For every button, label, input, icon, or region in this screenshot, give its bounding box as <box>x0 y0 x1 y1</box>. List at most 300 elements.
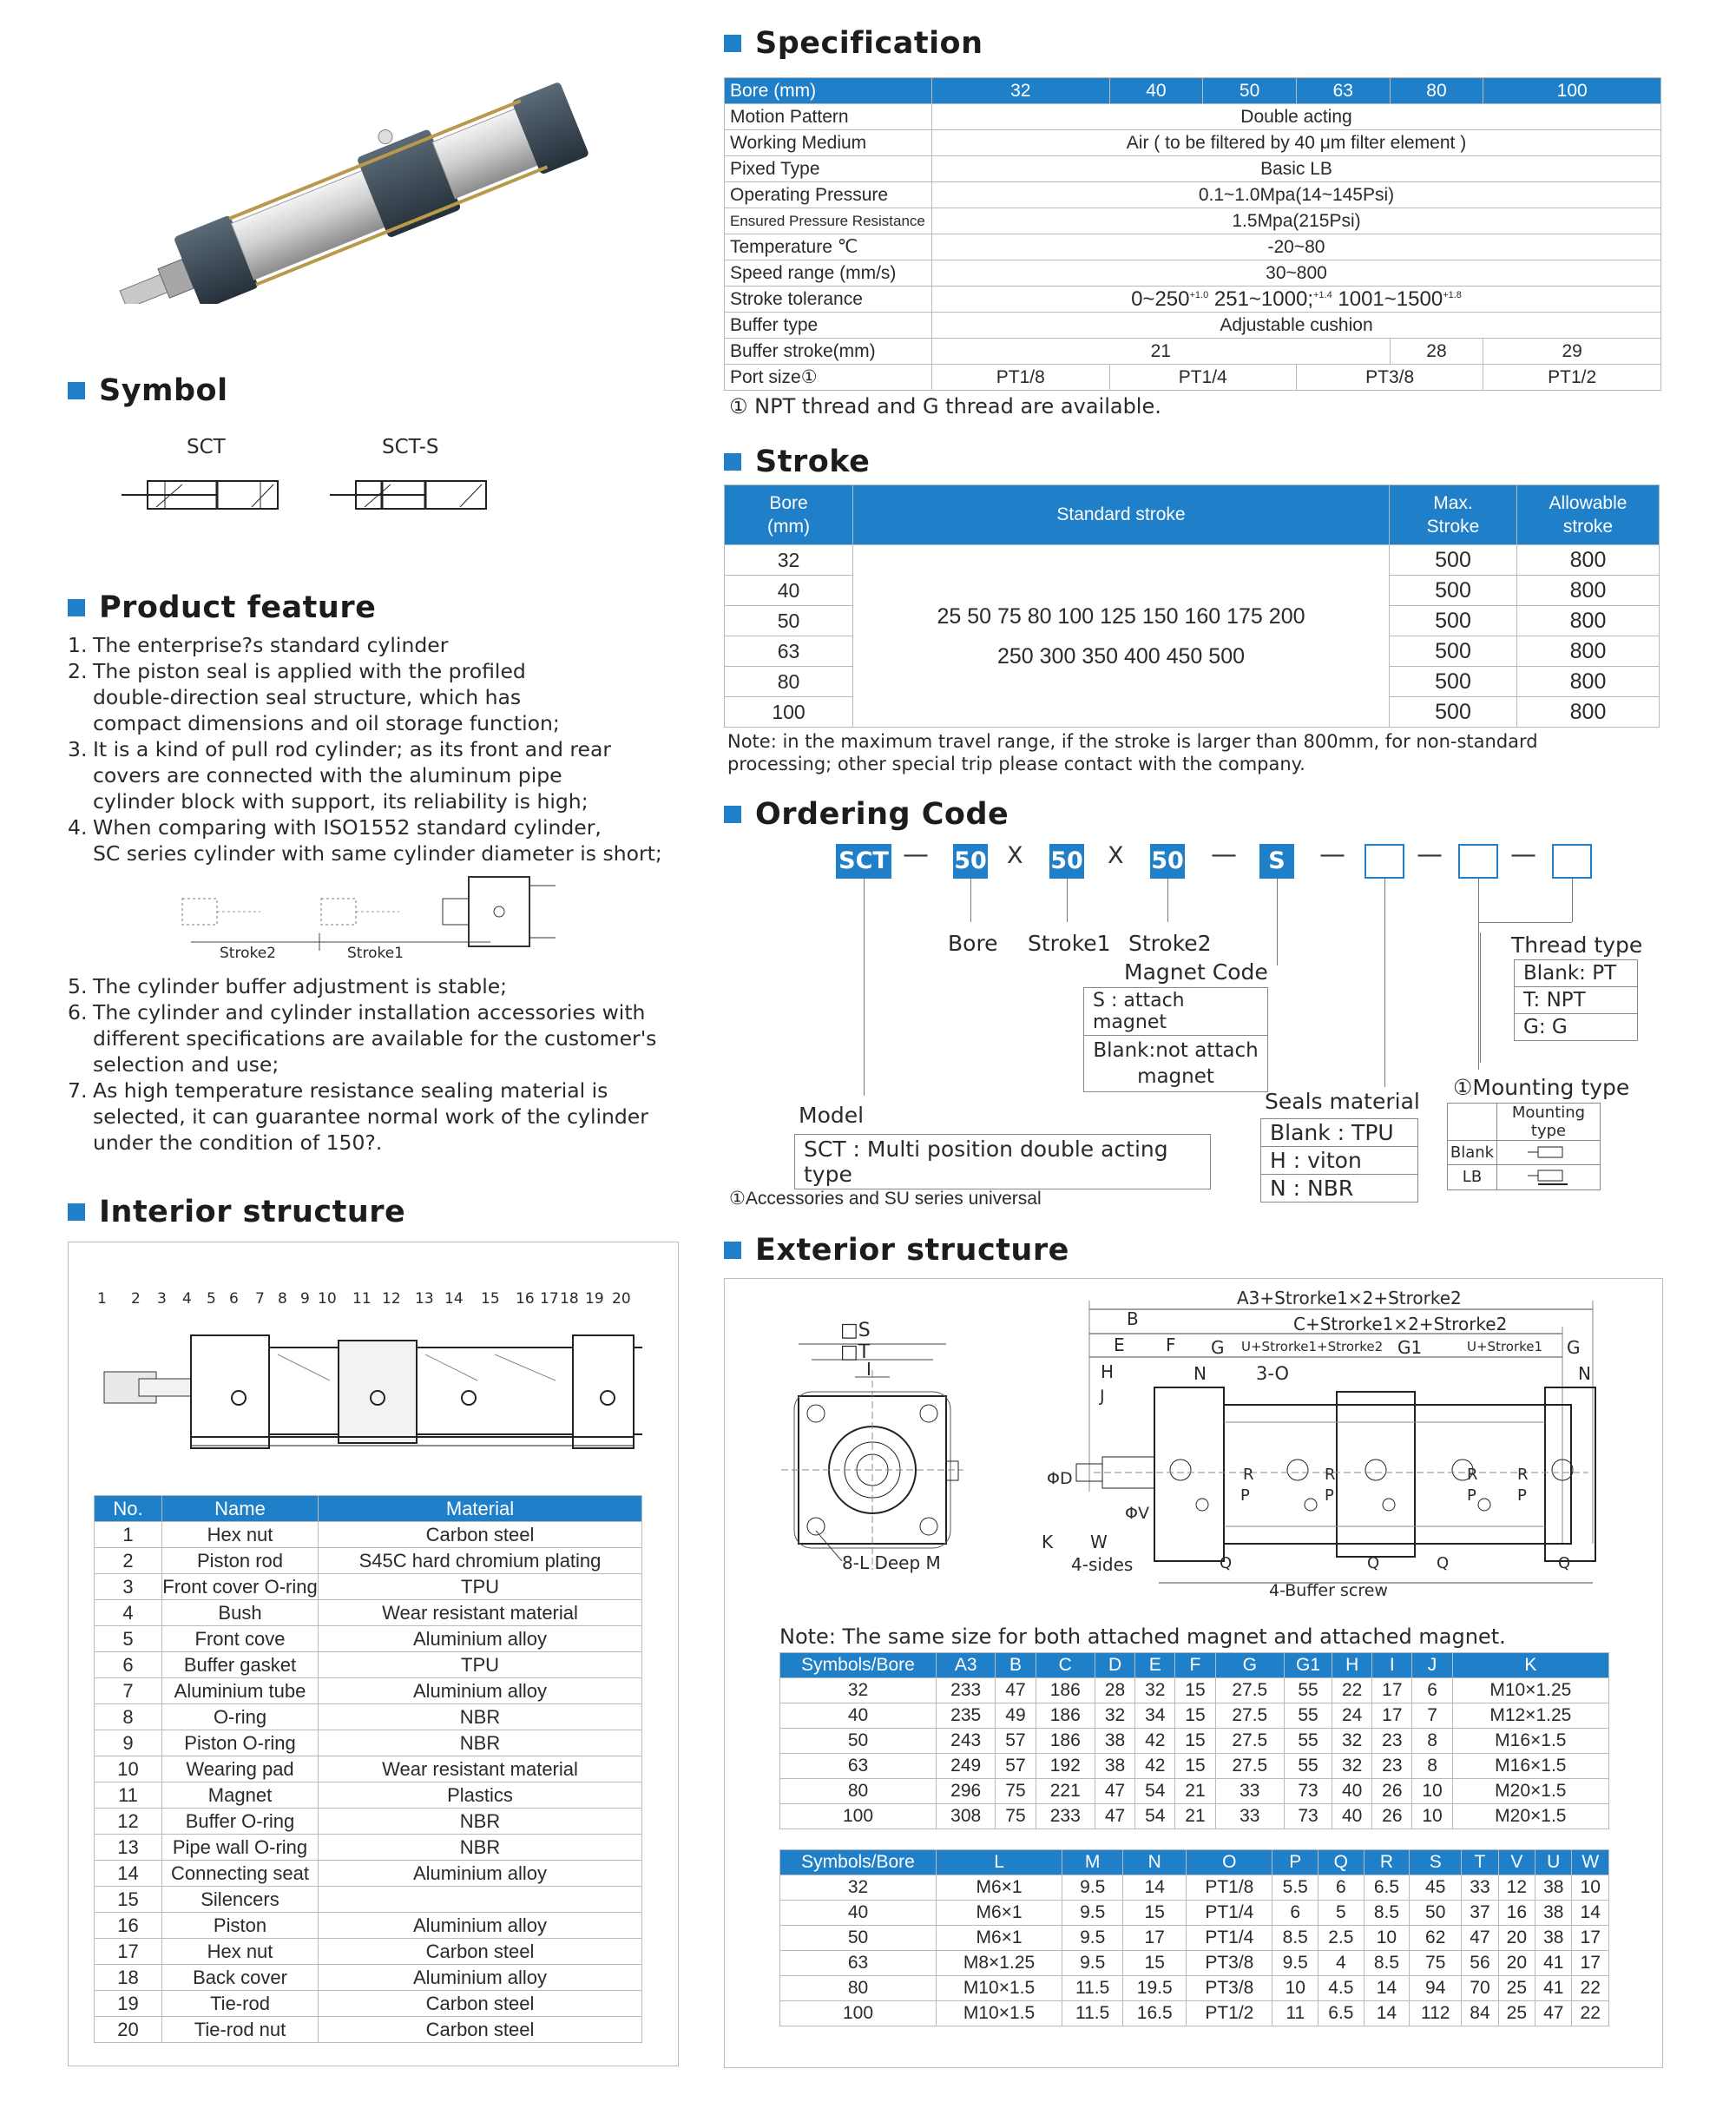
magnet-code-table <box>1083 987 1268 1092</box>
dim-cell: 55 <box>1285 1703 1332 1729</box>
interior-callout-number: 3 <box>157 1290 167 1308</box>
exterior-dim-label: J <box>1100 1387 1105 1406</box>
spec-bore-label: Bore (mm) <box>725 78 932 104</box>
stroke-note-line1: Note: in the maximum travel range, if the stroke is larger than 800mm, for non-standard <box>727 731 1538 752</box>
dim-header-cell: E <box>1135 1653 1175 1678</box>
dim-cell: 26 <box>1372 1779 1412 1804</box>
dim-cell: 15 <box>1123 1901 1187 1926</box>
dim-cell: 47 <box>1462 1926 1498 1951</box>
dim-cell: M6×1 <box>937 1901 1062 1926</box>
section-marker <box>68 382 85 399</box>
dim-cell: 47 <box>1535 2001 1572 2026</box>
interior-callout-number: 2 <box>131 1290 141 1308</box>
materials-cell: TPU <box>319 1574 642 1600</box>
spec-row <box>725 182 1661 208</box>
max-stroke-cell: 500 <box>1390 606 1517 636</box>
dim-cell: 23 <box>1372 1729 1412 1754</box>
leader-line <box>1167 879 1168 922</box>
feature-text: double-direction seal structure, which has <box>93 685 522 709</box>
spec-row-value: 1.5Mpa(215Psi) <box>932 208 1661 234</box>
section-marker <box>724 1242 741 1259</box>
stroke-row <box>725 545 1660 576</box>
dim-header-cell: Q <box>1318 1850 1364 1875</box>
dim-row <box>780 1804 1609 1829</box>
feature-number <box>68 1104 93 1130</box>
spec-note: ① NPT thread and G thread are available. <box>729 394 1161 418</box>
dim-cell: 94 <box>1410 1976 1462 2001</box>
materials-row <box>95 1652 642 1678</box>
exterior-dim-label: R <box>1325 1466 1336 1484</box>
leader-line <box>1478 879 1479 1070</box>
exterior-dim-label: P <box>1517 1486 1527 1505</box>
dim-cell: 112 <box>1410 2001 1462 2026</box>
dim-header <box>780 1850 1609 1875</box>
spec-row-value: Basic LB <box>932 156 1661 182</box>
dim-cell: 10 <box>1272 1976 1318 2001</box>
feature-item <box>68 973 745 999</box>
model-title: Model <box>799 1103 865 1128</box>
dim-cell: 11 <box>1272 2001 1318 2026</box>
feature-number <box>68 762 93 788</box>
stroke-bore-cell: 40 <box>725 576 853 606</box>
dim-cell: 100 <box>780 2001 937 2026</box>
dim-cell: 47 <box>1095 1779 1134 1804</box>
feature-number <box>68 1130 93 1156</box>
dim-cell: 21 <box>1175 1804 1215 1829</box>
feature-item <box>68 710 727 736</box>
interior-drawing <box>87 1285 642 1453</box>
dim-cell: 55 <box>1285 1678 1332 1703</box>
spec-row-label: Port size① <box>725 365 932 391</box>
spec-cell: 28 <box>1390 339 1483 365</box>
dim-cell: 5.5 <box>1272 1875 1318 1901</box>
dim-cell: 33 <box>1215 1804 1284 1829</box>
dim-cell: 8.5 <box>1364 1901 1410 1926</box>
interior-callout-number: 20 <box>612 1290 631 1308</box>
dim-cell: 6.5 <box>1318 2001 1364 2026</box>
materials-cell: Hex nut <box>162 1939 319 1965</box>
spec-cell: 21 <box>932 339 1391 365</box>
dim-cell: 55 <box>1285 1754 1332 1779</box>
stroke-bore-cell: 100 <box>725 697 853 728</box>
spec-row-label: Temperature ℃ <box>725 234 932 260</box>
exterior-dim-label: G1 <box>1397 1337 1423 1358</box>
materials-cell: Carbon steel <box>319 2017 642 2043</box>
materials-header-material: Material <box>319 1496 642 1522</box>
dim-cell: 233 <box>1036 1804 1095 1829</box>
dim-cell: 8.5 <box>1272 1926 1318 1951</box>
dim-cell: 38 <box>1535 1926 1572 1951</box>
section-title-ordering-code: Ordering Code <box>724 797 1009 832</box>
dim-cell: 233 <box>937 1678 996 1703</box>
spec-row <box>725 365 1661 391</box>
leader-line <box>970 879 971 922</box>
exterior-dim-label: N <box>1578 1363 1591 1384</box>
section-marker <box>724 806 741 823</box>
materials-row <box>95 1626 642 1652</box>
dim-cell: 47 <box>996 1678 1036 1703</box>
materials-cell: Back cover <box>162 1965 319 1991</box>
dim-cell: 75 <box>996 1779 1036 1804</box>
spec-cell: PT1/8 <box>932 365 1110 391</box>
dim-header-cell: J <box>1412 1653 1452 1678</box>
materials-table <box>94 1495 642 2043</box>
materials-row <box>95 1574 642 1600</box>
dim-cell: 14 <box>1123 1875 1187 1901</box>
section-marker <box>724 35 741 52</box>
feature-text: The cylinder and cylinder installation accessories with <box>93 1000 646 1025</box>
spec-row-value: Double acting <box>932 104 1661 130</box>
spec-row <box>725 313 1661 339</box>
dim-cell: 186 <box>1036 1678 1095 1703</box>
feature-item <box>68 1104 745 1130</box>
section-title-stroke: Stroke <box>724 445 870 479</box>
materials-cell: Front cove <box>162 1626 319 1652</box>
dim-cell: 32 <box>1332 1754 1372 1779</box>
spec-row <box>725 339 1661 365</box>
dim-cell: 11.5 <box>1062 2001 1123 2026</box>
dim-cell: M10×1.5 <box>937 2001 1062 2026</box>
dim-row <box>780 1779 1609 1804</box>
materials-cell: Wear resistant material <box>319 1756 642 1782</box>
dim-cell: 84 <box>1462 2001 1498 2026</box>
spec-tolerance-value: $0\sim 250^{+1.0}$ 251~1000;$^{+1.4}$ $1001\sim 1500^{+1.8}$ <box>932 287 1661 313</box>
interior-callout-number: 12 <box>382 1290 401 1308</box>
section-title-exterior: Exterior structure <box>724 1233 1069 1268</box>
max-stroke-cell: 500 <box>1390 697 1517 728</box>
dim-cell: 33 <box>1462 1875 1498 1901</box>
spec-row-value: 30~800 <box>932 260 1661 287</box>
spec-bore-value: 50 <box>1203 78 1297 104</box>
dimensions-table-1 <box>779 1652 1609 1829</box>
model-value: SCT : Multi position double acting type <box>804 1137 1168 1187</box>
stroke-bore-cell: 50 <box>725 606 853 636</box>
exterior-dim-label: P <box>1240 1486 1250 1505</box>
feature-item <box>68 736 727 762</box>
feature-text: The enterprise?s standard cylinder <box>93 633 449 657</box>
feature-text: selection and use; <box>93 1052 279 1077</box>
section-title-specification: Specification <box>724 26 983 61</box>
mounting-blank-icon <box>1497 1141 1600 1164</box>
allowable-stroke-cell: 800 <box>1517 545 1660 576</box>
interior-callout-number: 8 <box>278 1290 287 1308</box>
exterior-dim-label: Q <box>1220 1554 1233 1572</box>
dim-cell: 221 <box>1036 1779 1095 1804</box>
dim-header-cell: L <box>937 1850 1062 1875</box>
feature-item <box>68 632 727 658</box>
exterior-dim-label: 8-L Deep M <box>842 1552 941 1573</box>
dim-cell: 100 <box>780 1804 937 1829</box>
materials-cell: Aluminium tube <box>162 1678 319 1704</box>
standard-stroke-line: 25 50 75 80 100 125 150 160 175 200 <box>937 603 1305 629</box>
spec-bore-value: 100 <box>1483 78 1661 104</box>
stroke-header-standard: Standard stroke <box>853 485 1390 545</box>
materials-cell: NBR <box>319 1835 642 1861</box>
dim-header-cell: Symbols/Bore <box>780 1850 937 1875</box>
feature-item <box>68 840 727 866</box>
feature-number: 1. <box>68 633 88 657</box>
feature-text: selected, it can guarantee normal work of the cylinder <box>93 1104 648 1129</box>
dim-cell: 80 <box>780 1779 937 1804</box>
dim-cell: 9.5 <box>1062 1926 1123 1951</box>
interior-callout-number: 15 <box>481 1290 500 1308</box>
spec-cell: 29 <box>1483 339 1661 365</box>
dim-cell: 73 <box>1285 1804 1332 1829</box>
feature-text: When comparing with ISO1552 standard cylinder, <box>93 815 602 840</box>
dim-cell: PT1/8 <box>1187 1875 1272 1901</box>
dim-cell: 32 <box>1095 1703 1134 1729</box>
dim-cell: 70 <box>1462 1976 1498 2001</box>
dim-cell: 7 <box>1412 1703 1452 1729</box>
dim-cell: 4 <box>1318 1951 1364 1976</box>
interior-callout-number: 7 <box>255 1290 265 1308</box>
materials-cell: 20 <box>95 2017 162 2043</box>
code-x: X <box>1007 842 1023 869</box>
spec-row-label: Stroke tolerance <box>725 287 932 313</box>
dim-header-cell: U <box>1535 1850 1572 1875</box>
dim-cell: 27.5 <box>1215 1678 1284 1703</box>
feature-list-a <box>68 632 727 866</box>
mounting-lb-icon <box>1497 1165 1600 1189</box>
materials-row <box>95 1861 642 1887</box>
spec-row-label: Pixed Type <box>725 156 932 182</box>
dim-cell: 9.5 <box>1062 1901 1123 1926</box>
dim-cell: M16×1.5 <box>1452 1754 1608 1779</box>
section-marker <box>68 599 85 616</box>
dim-header-cell: I <box>1372 1653 1412 1678</box>
dim-cell: 23 <box>1372 1754 1412 1779</box>
materials-cell: Hex nut <box>162 1522 319 1548</box>
dim-cell: 20 <box>1498 1951 1535 1976</box>
exterior-dim-label: 4-sides <box>1071 1554 1134 1575</box>
dim-cell: 17 <box>1572 1951 1609 1976</box>
dim-cell: 42 <box>1135 1754 1175 1779</box>
dim-header-cell: R <box>1364 1850 1410 1875</box>
dim-cell: 249 <box>937 1754 996 1779</box>
dim-cell: 20 <box>1498 1926 1535 1951</box>
materials-cell: NBR <box>319 1809 642 1835</box>
stroke-note-line2: processing; other special trip please contact with the company. <box>727 754 1305 774</box>
materials-header-no: No. <box>95 1496 162 1522</box>
spec-row-label: Working Medium <box>725 130 932 156</box>
dim-cell: M12×1.25 <box>1452 1703 1608 1729</box>
materials-row <box>95 1704 642 1730</box>
max-stroke-cell: 500 <box>1390 576 1517 606</box>
materials-cell: S45C hard chromium plating <box>319 1548 642 1574</box>
code-seals-box <box>1364 844 1404 879</box>
dim-cell: 21 <box>1175 1779 1215 1804</box>
spec-row <box>725 208 1661 234</box>
section-marker <box>724 453 741 471</box>
materials-header-name: Name <box>162 1496 319 1522</box>
exterior-dim-label: U+Strorke1 <box>1467 1339 1543 1354</box>
materials-cell: Aluminium alloy <box>319 1626 642 1652</box>
dim-cell: 16.5 <box>1123 2001 1187 2026</box>
dim-cell: 40 <box>780 1901 937 1926</box>
dim-cell: 57 <box>996 1729 1036 1754</box>
dim-cell: 38 <box>1095 1729 1134 1754</box>
dim-cell: M6×1 <box>937 1875 1062 1901</box>
mounting-type-table <box>1447 1103 1601 1190</box>
code-stroke1-box: 50 <box>1049 844 1084 879</box>
dim-cell: 10 <box>1572 1875 1609 1901</box>
materials-cell: TPU <box>319 1652 642 1678</box>
dim-cell: 37 <box>1462 1901 1498 1926</box>
dim-header-cell: W <box>1572 1850 1609 1875</box>
dim-cell: M10×1.25 <box>1452 1678 1608 1703</box>
exterior-dim-label: K <box>1042 1532 1054 1552</box>
materials-cell: Magnet <box>162 1782 319 1809</box>
dim-header-cell: H <box>1332 1653 1372 1678</box>
spec-row-label: Speed range (mm/s) <box>725 260 932 287</box>
dim-cell: 54 <box>1135 1779 1175 1804</box>
model-table <box>794 1134 1211 1189</box>
materials-cell: 5 <box>95 1626 162 1652</box>
feature-item <box>68 684 727 710</box>
materials-row <box>95 1991 642 2017</box>
thread-type-row: Blank: PT <box>1515 960 1637 987</box>
dim-cell: 33 <box>1215 1779 1284 1804</box>
dim-cell: 22 <box>1572 2001 1609 2026</box>
materials-cell: 3 <box>95 1574 162 1600</box>
dim-header-cell: P <box>1272 1850 1318 1875</box>
dim-row <box>780 1926 1609 1951</box>
materials-cell: Bush <box>162 1600 319 1626</box>
feature-number: 7. <box>68 1078 88 1103</box>
dim-cell: 50 <box>780 1926 937 1951</box>
dim-cell: 56 <box>1462 1951 1498 1976</box>
dim-cell: 55 <box>1285 1729 1332 1754</box>
spec-row-label: Buffer type <box>725 313 932 339</box>
interior-callout-number: 18 <box>560 1290 579 1308</box>
dim-cell: 14 <box>1364 2001 1410 2026</box>
feature-number: 4. <box>68 815 88 840</box>
dim-header-cell: G1 <box>1285 1653 1332 1678</box>
max-stroke-cell: 500 <box>1390 545 1517 576</box>
thread-type-table <box>1514 959 1638 1041</box>
accessories-note: ①Accessories and SU series universal <box>729 1189 1042 1209</box>
feature-number: 3. <box>68 737 88 761</box>
dim-cell: 4.5 <box>1318 1976 1364 2001</box>
materials-cell: Aluminium alloy <box>319 1965 642 1991</box>
feature-text: cylinder block with support, its reliability is high; <box>93 789 589 814</box>
ordering-bore-label: Bore <box>948 931 998 956</box>
exterior-dim-label: F <box>1166 1334 1176 1355</box>
spec-row <box>725 234 1661 260</box>
dim-header-cell: Symbols/Bore <box>780 1653 937 1678</box>
spec-row <box>725 130 1661 156</box>
dim-cell: 6 <box>1318 1875 1364 1901</box>
dim-header-cell: N <box>1123 1850 1187 1875</box>
seals-row: H : viton <box>1261 1147 1417 1175</box>
feature-item <box>68 1051 745 1077</box>
spec-bore-value: 40 <box>1109 78 1203 104</box>
feature-number <box>68 1051 93 1077</box>
spec-row-value: Air ( to be filtered by 40 μm filter element ) <box>932 130 1661 156</box>
spec-bore-value: 63 <box>1296 78 1390 104</box>
feature-text: SC series cylinder with same cylinder diameter is short; <box>93 841 662 866</box>
dimensions-table-2 <box>779 1849 1609 2026</box>
spec-row-value: Adjustable cushion <box>932 313 1661 339</box>
materials-row <box>95 1548 642 1574</box>
materials-cell: 16 <box>95 1913 162 1939</box>
spec-cell: PT1/2 <box>1483 365 1661 391</box>
dim-cell: 24 <box>1332 1703 1372 1729</box>
dim-header-cell: F <box>1175 1653 1215 1678</box>
thread-type-row: T: NPT <box>1515 987 1637 1014</box>
code-thread-box <box>1552 844 1592 879</box>
section-title-product-feature: Product feature <box>68 590 376 625</box>
dim-cell: 2.5 <box>1318 1926 1364 1951</box>
dim-header <box>780 1653 1609 1678</box>
code-dash: — <box>1211 840 1237 870</box>
code-x: X <box>1108 842 1124 869</box>
materials-cell: Aluminium alloy <box>319 1861 642 1887</box>
allowable-stroke-cell: 800 <box>1517 576 1660 606</box>
thread-type-title: Thread type <box>1511 932 1643 958</box>
materials-row <box>95 1965 642 1991</box>
materials-row <box>95 1730 642 1756</box>
spec-row <box>725 260 1661 287</box>
dim-header-cell: C <box>1036 1653 1095 1678</box>
feature-text: The piston seal is applied with the profiled <box>93 659 526 683</box>
spec-row-label: Ensured Pressure Resistance <box>725 208 932 234</box>
spec-row <box>725 156 1661 182</box>
dim-cell: 17 <box>1372 1703 1412 1729</box>
feature-list-b <box>68 973 745 1156</box>
materials-cell: NBR <box>319 1730 642 1756</box>
exterior-dim-label: 4-Buffer screw <box>1269 1581 1388 1600</box>
dim-cell: M16×1.5 <box>1452 1729 1608 1754</box>
stroke-header <box>725 485 1660 545</box>
materials-cell: Buffer O-ring <box>162 1809 319 1835</box>
dim-row <box>780 1754 1609 1779</box>
dim-cell: 47 <box>1095 1804 1134 1829</box>
materials-row <box>95 1939 642 1965</box>
allowable-stroke-cell: 800 <box>1517 667 1660 697</box>
dim-cell: 38 <box>1535 1901 1572 1926</box>
dim-cell: 8 <box>1412 1754 1452 1779</box>
code-stroke2-box: 50 <box>1150 844 1185 879</box>
code-dash: — <box>1417 840 1443 870</box>
spec-row-label: Operating Pressure <box>725 182 932 208</box>
materials-cell: 1 <box>95 1522 162 1548</box>
dim-cell: 14 <box>1364 1976 1410 2001</box>
interior-callout-number: 17 <box>540 1290 559 1308</box>
dim-cell: 10 <box>1412 1779 1452 1804</box>
dim-cell: 73 <box>1285 1779 1332 1804</box>
exterior-dim-label: 3-O <box>1256 1363 1290 1384</box>
materials-row <box>95 1756 642 1782</box>
leader-line <box>1384 879 1385 1087</box>
max-stroke-cell: 500 <box>1390 636 1517 667</box>
materials-cell: Front cover O-ring <box>162 1574 319 1600</box>
materials-cell: 17 <box>95 1939 162 1965</box>
spec-row <box>725 287 1661 313</box>
dim-header-cell: D <box>1095 1653 1134 1678</box>
materials-row <box>95 1782 642 1809</box>
dim-row <box>780 1703 1609 1729</box>
dim-cell: 54 <box>1135 1804 1175 1829</box>
dim-cell: 9.5 <box>1062 1875 1123 1901</box>
feature-item <box>68 1025 745 1051</box>
dim-cell: 75 <box>996 1804 1036 1829</box>
dim-header-cell: O <box>1187 1850 1272 1875</box>
stroke2-label: Stroke2 <box>220 945 276 962</box>
leader-line <box>1067 879 1068 922</box>
materials-cell: Tie-rod nut <box>162 2017 319 2043</box>
dim-cell: 34 <box>1135 1703 1175 1729</box>
